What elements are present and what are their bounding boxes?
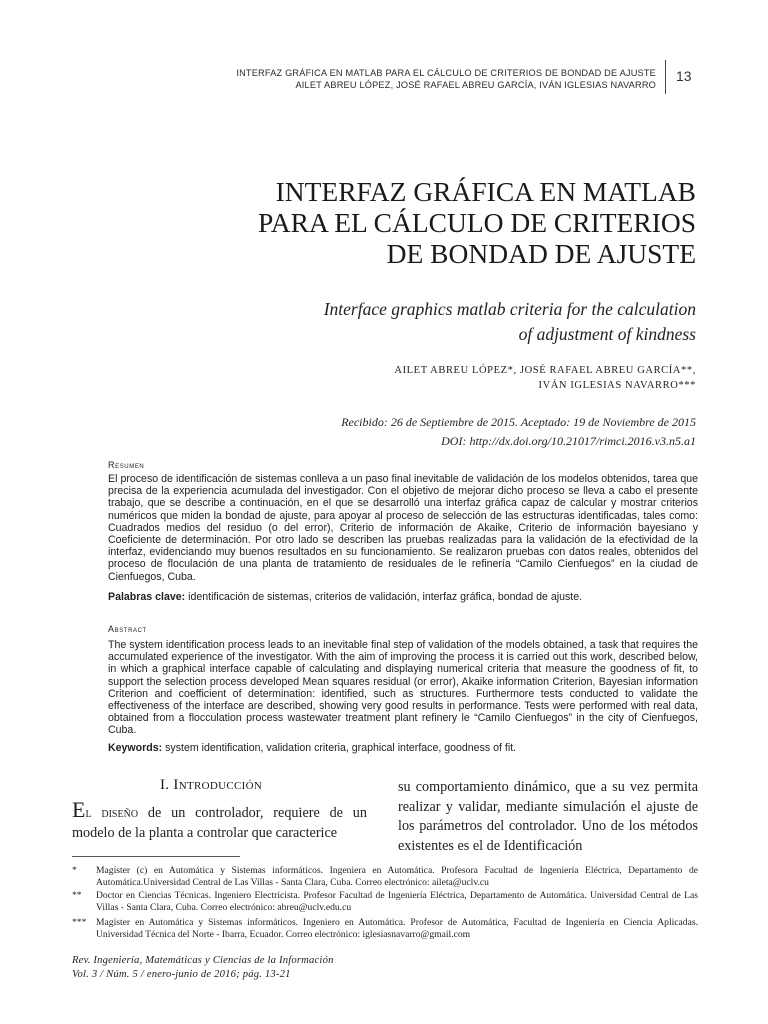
section-heading-introduccion: [160, 777, 262, 794]
intro-right-column: su comportamiento dinámico, que a su vez permita realizar y validar, mediante simulación el ajuste de los parámetros del controlador. Uno de los métodos existentes es el de Identificación: [398, 779, 698, 854]
received-date: Recibido: 26 de Septiembre de 2015. Aceptado: 19 de Noviembre de 2015: [341, 415, 696, 429]
palabras-clave-label: Palabras clave:: [108, 591, 186, 603]
section-number: I.: [160, 777, 170, 793]
keywords: [108, 742, 698, 754]
palabras-clave: [108, 591, 698, 603]
footnote-divider: [72, 856, 240, 857]
paper-title-line-3: DE BONDAD DE AJUSTE: [386, 238, 696, 269]
intro-left-column: [72, 797, 367, 843]
doi-link[interactable]: DOI: http://dx.doi.org/10.21017/rimci.2016.v3.n5.a1: [441, 434, 696, 448]
palabras-clave-text: identificación de sistemas, criterios de validación, interfaz gráfica, bondad de ajuste.: [188, 591, 583, 603]
section-heading-rest: ntroducción: [178, 777, 263, 793]
running-header-title: INTERFAZ GRÁFICA EN MATLAB PARA EL CÁLCULO DE CRITERIOS DE BONDAD DE AJUSTE: [236, 68, 656, 78]
abstract-heading: Abstract: [108, 624, 147, 634]
keywords-label: Keywords:: [108, 742, 163, 754]
header-divider: [665, 60, 666, 94]
intro-left-text: de un controlador, requiere de un modelo de la planta a controlar que caracterice: [72, 805, 367, 841]
journal-volume: Vol. 3 / Núm. 5 / enero-junio de 2016; pág. 13-21: [72, 969, 291, 980]
abstract-text: The system identification process leads to an inevitable final step of validation of the models obtained, a task that requires the accumulated experience of the investigator. With the aim of improving the process it is carried out this work, described below, in which a graphical interface capable of calculating and displaying numerical criteria that measure the goodness of fit, to support the selection process developed Mean squares residual (or error), Akaike information Criterion, Bayesian information Criterion and coefficient of determination: identified, such as structures. Furthermore tests conducted to validate the effectiveness of the interface are described, showing very good results in performance. Tests were performed with real data, obtained from a flocculation process wastewater treatment plant refinery le “Camilo Cienfuegos” in the city of Cienfuegos, Cuba.: [108, 639, 698, 737]
page-number: 13: [676, 68, 692, 84]
footnote-2: [72, 890, 698, 914]
authors-line-2: IVÁN IGLESIAS NAVARRO***: [538, 380, 696, 391]
footnote-mark: *: [72, 865, 77, 876]
drop-cap: E: [72, 797, 86, 822]
authors-line-1: AILET ABREU LÓPEZ*, JOSÉ RAFAEL ABREU GARCÍA**,: [394, 365, 696, 376]
section-heading-first: I: [173, 777, 179, 793]
footnote-mark: **: [72, 890, 82, 901]
footnote-text: Magíster (c) en Automática y Sistemas informáticos. Ingeniera en Automática. Profesora Facultad de Ingeniería Eléctrica, Departamento de Automática.Universidad Central de Las Villas - Santa Clara, Cuba. Correo electrónico: aileta@uclv.cu: [96, 865, 698, 888]
footnote-text: Doctor en Ciencias Técnicas. Ingeniero Electricista. Profesor Facultad de Ingeniería Eléctrica, Departamento de Automática. Universidad Central de Las Villas - Santa Clara, Cuba. Correo electrónico: abreu@uclv.edu.cu: [96, 890, 698, 913]
paper-title-line-2: PARA EL CÁLCULO DE CRITERIOS: [258, 207, 696, 238]
footnote-mark: ***: [72, 917, 87, 928]
intro-smallcaps: l diseño: [85, 805, 139, 821]
keywords-text: system identification, validation criteria, graphical interface, goodness of fit.: [165, 742, 517, 754]
english-title-line-2: of adjustment of kindness: [518, 324, 696, 344]
footnote-1: [72, 865, 698, 889]
journal-name: Rev. Ingeniería, Matemáticas y Ciencias de la Información: [72, 955, 334, 966]
paper-title-line-1: INTERFAZ GRÁFICA EN MATLAB: [275, 176, 696, 207]
english-title-line-1: Interface graphics matlab criteria for the calculation: [323, 299, 696, 319]
resumen-heading: Resumen: [108, 460, 145, 470]
footnote-text: Magíster en Automática y Sistemas informáticos. Ingeniero en Automática. Profesor de Automática, Facultad de Ingeniería en Ciencia Aplicadas. Universidad Técnica del Norte - Ibarra, Ecuador. Correo electrónico: iglesiasnavarro@gmail.com: [96, 917, 698, 940]
resumen-text: El proceso de identificación de sistemas conlleva a un paso final inevitable de validación de los modelos obtenidos, tarea que precisa de la experiencia acumulada del investigador. Con el objetivo de mejorar dicho proceso se lleva a cabo el presente trabajo, que se describe a continuación, en el que se desarrolló una interfaz gráfica capaz de calcular y mostrar criterios numéricos que miden la bondad de ajuste, para apoyar al proceso de selección de las estructuras identificadas, tales como: Cuadrados medios del residuo (o del error), Criterio de información de Akaike, Criterio de información bayesiano y Coeficiente de determinación. Por otro lado se describen las pruebas realizadas para la validación de la efectividad de la interfaz, evidenciando muy buenos resultados en su funcionamiento. Se realizaron pruebas con datos reales, obtenidos del proceso de floculación de una planta de tratamiento de residuales de le refinería “Camilo Cienfuegos” en la ciudad de Cienfuegos, Cuba.: [108, 473, 698, 583]
running-header-authors: AILET ABREU LÓPEZ, JOSÉ RAFAEL ABREU GARCÍA, IVÁN IGLESIAS NAVARRO: [295, 80, 656, 90]
footnote-3: [72, 917, 698, 941]
